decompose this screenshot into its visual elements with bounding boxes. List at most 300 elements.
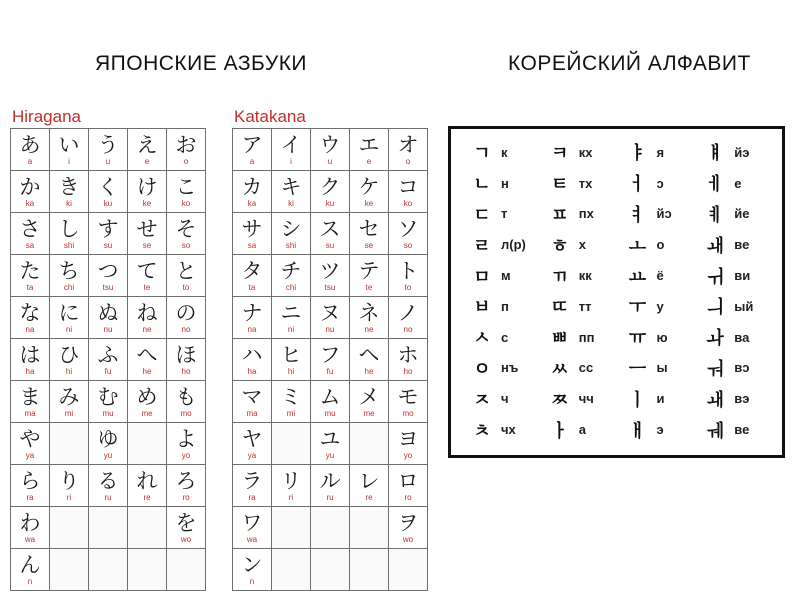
katakana-romaji: ho — [403, 367, 413, 376]
hiragana-glyph: み — [58, 385, 80, 409]
hiragana-row — [11, 507, 206, 549]
katakana-row — [233, 129, 428, 171]
korean-jamo: ㅗ — [628, 235, 647, 257]
katakana-romaji: yu — [325, 451, 335, 460]
katakana-glyph: ト — [397, 259, 419, 283]
katakana-cell — [233, 213, 272, 255]
katakana-row — [233, 171, 428, 213]
hiragana-romaji: mo — [180, 409, 192, 418]
katakana-cell — [272, 255, 311, 297]
katakana-cell — [233, 339, 272, 381]
katakana-romaji: u — [327, 157, 333, 166]
hiragana-glyph: へ — [136, 343, 158, 367]
katakana-cell — [350, 255, 389, 297]
katakana-cell — [233, 297, 272, 339]
hiragana-romaji: ne — [142, 325, 152, 334]
hiragana-glyph: こ — [175, 175, 197, 199]
korean-alphabet-table — [448, 126, 785, 458]
hiragana-glyph: ね — [136, 301, 158, 325]
korean-jamo: ㄸ — [551, 297, 569, 319]
hiragana-romaji: sa — [25, 241, 35, 250]
katakana-romaji: fu — [326, 367, 334, 376]
hiragana-romaji: to — [182, 283, 190, 292]
hiragana-cell — [11, 423, 50, 465]
korean-letter — [465, 229, 543, 260]
korean-jamo: ㅁ — [473, 266, 491, 288]
katakana-romaji: se — [364, 241, 374, 250]
hiragana-romaji: ta — [26, 283, 34, 292]
korean-jamo: ㅟ — [706, 266, 724, 288]
katakana-cell — [389, 423, 428, 465]
korean-jamo: ㄹ — [473, 235, 491, 257]
hiragana-romaji: yo — [181, 451, 191, 460]
korean-letter — [465, 137, 543, 168]
katakana-glyph: イ — [280, 133, 302, 157]
hiragana-romaji: ri — [66, 493, 72, 502]
hiragana-romaji: i — [68, 157, 70, 166]
hiragana-cell — [50, 465, 89, 507]
korean-transliteration: н — [501, 175, 509, 191]
korean-jamo: ㅣ — [628, 389, 647, 411]
hiragana-romaji: mi — [64, 409, 74, 418]
hiragana-cell — [128, 297, 167, 339]
katakana-romaji: ta — [248, 283, 256, 292]
hiragana-glyph: に — [58, 301, 80, 325]
hiragana-cell — [50, 381, 89, 423]
katakana-romaji: re — [365, 493, 373, 502]
hiragana-cell — [167, 129, 206, 171]
korean-transliteration: ве — [734, 422, 750, 438]
katakana-row — [233, 549, 428, 591]
katakana-cell — [350, 465, 389, 507]
hiragana-cell — [50, 171, 89, 213]
korean-letter — [698, 383, 776, 414]
katakana-glyph: テ — [358, 259, 380, 283]
korean-transliteration: ю — [656, 329, 668, 345]
hiragana-romaji: ra — [26, 493, 34, 502]
hiragana-glyph: す — [97, 217, 119, 241]
korean-jamo: ㄴ — [473, 174, 491, 196]
korean-jamo: ㅓ — [628, 174, 647, 196]
korean-transliteration: йɔ — [656, 206, 672, 222]
hiragana-cell — [11, 339, 50, 381]
korean-letter — [543, 260, 621, 291]
katakana-glyph: ネ — [358, 301, 380, 325]
hiragana-label: Hiragana — [12, 107, 81, 126]
katakana-cell — [350, 213, 389, 255]
katakana-romaji: n — [249, 577, 255, 586]
hiragana-romaji: ko — [181, 199, 191, 208]
korean-letter — [621, 414, 699, 445]
hiragana-glyph: ひ — [58, 343, 80, 367]
katakana-romaji: nu — [325, 325, 335, 334]
korean-transliteration: пх — [578, 206, 594, 222]
katakana-cell — [389, 381, 428, 423]
katakana-glyph: ウ — [319, 133, 341, 157]
korean-letter — [698, 291, 776, 322]
hiragana-glyph: き — [58, 175, 80, 199]
korean-jamo: ㅌ — [551, 174, 569, 196]
katakana-glyph: フ — [319, 343, 341, 367]
hiragana-romaji: ma — [24, 409, 36, 418]
katakana-cell — [233, 423, 272, 465]
katakana-glyph: サ — [241, 217, 263, 241]
korean-transliteration: ый — [734, 298, 754, 314]
korean-letter — [621, 137, 699, 168]
katakana-glyph: ワ — [241, 511, 263, 535]
hiragana-cell — [89, 381, 128, 423]
hiragana-cell — [167, 423, 206, 465]
hiragana-glyph: か — [19, 175, 41, 199]
hiragana-cell — [50, 213, 89, 255]
hiragana-glyph: る — [97, 469, 119, 493]
hiragana-romaji: ha — [25, 367, 35, 376]
hiragana-glyph: の — [175, 301, 197, 325]
hiragana-cell — [167, 297, 206, 339]
korean-transliteration: х — [578, 237, 586, 253]
katakana-glyph: ラ — [241, 469, 263, 493]
korean-jamo: ㅘ — [706, 328, 724, 350]
korean-jamo: ㅖ — [706, 204, 724, 226]
hiragana-row — [11, 465, 206, 507]
katakana-glyph: ヒ — [280, 343, 302, 367]
katakana-romaji: e — [366, 157, 372, 166]
hiragana-glyph: む — [97, 385, 119, 409]
hiragana-cell — [11, 213, 50, 255]
katakana-romaji: na — [247, 325, 257, 334]
korean-transliteration: ё — [656, 268, 664, 284]
katakana-cell — [311, 213, 350, 255]
korean-jamo: ㄲ — [551, 266, 569, 288]
katakana-glyph: ン — [241, 553, 263, 577]
korean-letter — [465, 353, 543, 384]
katakana-cell — [311, 297, 350, 339]
katakana-romaji: ya — [247, 451, 257, 460]
korean-letter — [543, 229, 621, 260]
katakana-glyph: ハ — [241, 343, 263, 367]
hiragana-romaji: ni — [65, 325, 73, 334]
katakana-glyph: ユ — [319, 427, 341, 451]
korean-letter — [698, 199, 776, 230]
katakana-glyph: リ — [280, 469, 302, 493]
hiragana-cell — [50, 255, 89, 297]
katakana-cell — [233, 381, 272, 423]
katakana-glyph: キ — [280, 175, 302, 199]
korean-letter — [543, 353, 621, 384]
hiragana-romaji: fu — [104, 367, 112, 376]
katakana-cell — [272, 339, 311, 381]
katakana-romaji: yo — [403, 451, 413, 460]
hiragana-glyph: れ — [136, 469, 158, 493]
hiragana-cell — [128, 213, 167, 255]
korean-letter — [465, 168, 543, 199]
katakana-cell — [389, 339, 428, 381]
hiragana-cell — [89, 171, 128, 213]
katakana-cell — [350, 381, 389, 423]
hiragana-cell — [167, 339, 206, 381]
hiragana-romaji: ke — [142, 199, 152, 208]
katakana-glyph: メ — [358, 385, 380, 409]
katakana-cell — [350, 423, 389, 465]
katakana-row — [233, 213, 428, 255]
hiragana-romaji: n — [27, 577, 33, 586]
korean-letter — [698, 353, 776, 384]
hiragana-romaji: shi — [63, 241, 75, 250]
hiragana-glyph: ほ — [175, 343, 197, 367]
hiragana-row — [11, 339, 206, 381]
hiragana-row — [11, 297, 206, 339]
hiragana-glyph: い — [58, 133, 80, 157]
korean-transliteration: ы — [656, 360, 668, 376]
hiragana-romaji: su — [103, 241, 113, 250]
katakana-glyph: チ — [280, 259, 302, 283]
katakana-table — [232, 128, 428, 591]
katakana-romaji: so — [403, 241, 413, 250]
katakana-cell — [233, 549, 272, 591]
hiragana-glyph: し — [58, 217, 80, 241]
hiragana-glyph: う — [97, 133, 119, 157]
korean-jamo: ㅜ — [628, 297, 647, 319]
hiragana-romaji: te — [143, 283, 151, 292]
hiragana-cell — [128, 171, 167, 213]
hiragana-glyph: ん — [19, 553, 41, 577]
korean-jamo: ㅂ — [473, 297, 491, 319]
hiragana-glyph: め — [136, 385, 158, 409]
katakana-romaji: tsu — [324, 283, 336, 292]
hiragana-romaji: so — [181, 241, 191, 250]
katakana-glyph: ヘ — [358, 343, 380, 367]
hiragana-glyph: り — [58, 469, 80, 493]
korean-letter — [621, 353, 699, 384]
katakana-cell — [389, 255, 428, 297]
katakana-cell — [350, 171, 389, 213]
katakana-cell — [350, 297, 389, 339]
hiragana-table — [10, 128, 206, 591]
katakana-cell — [233, 255, 272, 297]
korean-jamo: ㅉ — [551, 389, 569, 411]
hiragana-row — [11, 255, 206, 297]
katakana-row — [233, 423, 428, 465]
hiragana-cell — [89, 297, 128, 339]
hiragana-glyph: さ — [19, 217, 41, 241]
katakana-romaji: ke — [364, 199, 374, 208]
korean-transliteration: вэ — [734, 391, 750, 407]
katakana-glyph: レ — [358, 469, 380, 493]
katakana-glyph: マ — [241, 385, 263, 409]
hiragana-row — [11, 129, 206, 171]
hiragana-cell — [11, 381, 50, 423]
katakana-glyph: ム — [319, 385, 341, 409]
katakana-romaji: hi — [287, 367, 295, 376]
korean-transliteration: нъ — [501, 360, 519, 376]
hiragana-cell — [128, 423, 167, 465]
katakana-cell — [272, 381, 311, 423]
hiragana-romaji: wa — [24, 535, 36, 544]
hiragana-cell — [128, 549, 167, 591]
katakana-cell — [272, 129, 311, 171]
katakana-glyph: ニ — [280, 301, 302, 325]
katakana-cell — [272, 297, 311, 339]
korean-transliteration: ви — [734, 268, 751, 284]
hiragana-row — [11, 213, 206, 255]
katakana-cell — [389, 213, 428, 255]
katakana-glyph: カ — [241, 175, 263, 199]
korean-jamo: ㅠ — [628, 328, 647, 350]
hiragana-cell — [50, 129, 89, 171]
korean-letter — [621, 383, 699, 414]
korean-transliteration: тт — [578, 298, 592, 314]
hiragana-glyph: を — [175, 511, 197, 535]
korean-letter — [465, 414, 543, 445]
katakana-romaji: ni — [287, 325, 295, 334]
katakana-romaji: mi — [286, 409, 296, 418]
hiragana-romaji: ku — [103, 199, 113, 208]
korean-jamo: ㅙ — [706, 235, 724, 257]
katakana-row — [233, 507, 428, 549]
hiragana-glyph: お — [175, 133, 197, 157]
korean-transliteration: пп — [578, 329, 595, 345]
korean-transliteration: и — [656, 391, 665, 407]
korean-letter — [543, 291, 621, 322]
korean-letter — [543, 137, 621, 168]
korean-transliteration: кк — [578, 268, 592, 284]
hiragana-cell — [11, 507, 50, 549]
katakana-romaji: no — [403, 325, 413, 334]
katakana-romaji: sa — [247, 241, 257, 250]
hiragana-glyph: け — [136, 175, 158, 199]
hiragana-cell — [89, 549, 128, 591]
hiragana-row — [11, 171, 206, 213]
korean-jamo: ㅎ — [551, 235, 569, 257]
korean-transliteration: йэ — [734, 144, 750, 160]
katakana-romaji: chi — [285, 283, 297, 292]
katakana-cell — [350, 507, 389, 549]
korean-jamo: ㅍ — [551, 204, 569, 226]
katakana-cell — [389, 297, 428, 339]
korean-letter — [465, 322, 543, 353]
korean-transliteration: кх — [578, 144, 593, 160]
korean-transliteration: м — [501, 268, 511, 284]
korean-letter — [621, 168, 699, 199]
hiragana-romaji: a — [27, 157, 33, 166]
katakana-cell — [272, 465, 311, 507]
hiragana-cell — [128, 129, 167, 171]
hiragana-romaji: ho — [181, 367, 191, 376]
korean-jamo: ㅙ — [706, 389, 724, 411]
katakana-glyph: ホ — [397, 343, 419, 367]
hiragana-cell — [50, 507, 89, 549]
katakana-glyph: モ — [397, 385, 419, 409]
katakana-glyph: ノ — [397, 301, 419, 325]
hiragana-cell — [89, 213, 128, 255]
hiragana-romaji: na — [25, 325, 35, 334]
katakana-romaji: ro — [404, 493, 412, 502]
katakana-glyph: ヌ — [319, 301, 341, 325]
katakana-cell — [389, 129, 428, 171]
hiragana-glyph: は — [19, 343, 41, 367]
hiragana-glyph: あ — [19, 133, 41, 157]
korean-letter — [698, 260, 776, 291]
korean-letter — [465, 383, 543, 414]
korean-jamo: ㅈ — [473, 389, 491, 411]
katakana-romaji: shi — [285, 241, 297, 250]
hiragana-cell — [11, 171, 50, 213]
hiragana-cell — [89, 255, 128, 297]
hiragana-glyph: ち — [58, 259, 80, 283]
katakana-row — [233, 255, 428, 297]
katakana-romaji: su — [325, 241, 335, 250]
hiragana-row — [11, 549, 206, 591]
korean-jamo: ㅑ — [628, 143, 647, 165]
korean-letter — [543, 199, 621, 230]
hiragana-cell — [89, 129, 128, 171]
hiragana-romaji: o — [183, 157, 189, 166]
hiragana-cell — [167, 255, 206, 297]
katakana-romaji: ra — [248, 493, 256, 502]
hiragana-cell — [11, 465, 50, 507]
korean-transliteration: ч — [501, 391, 509, 407]
korean-jamo: ㅃ — [551, 328, 569, 350]
katakana-cell — [272, 423, 311, 465]
korean-jamo: ㅒ — [706, 143, 724, 165]
korean-transliteration: у — [656, 298, 664, 314]
hiragana-glyph: な — [19, 301, 41, 325]
katakana-glyph: ヨ — [397, 427, 419, 451]
korean-letter — [621, 260, 699, 291]
katakana-glyph: エ — [358, 133, 380, 157]
hiragana-cell — [128, 255, 167, 297]
katakana-glyph: ス — [319, 217, 341, 241]
katakana-cell — [233, 129, 272, 171]
korean-jamo: ㅔ — [706, 174, 724, 196]
katakana-glyph: ミ — [280, 385, 302, 409]
hiragana-row — [11, 381, 206, 423]
hiragana-cell — [89, 339, 128, 381]
katakana-romaji: ku — [325, 199, 335, 208]
korean-letter — [698, 229, 776, 260]
katakana-romaji: wa — [246, 535, 258, 544]
katakana-cell — [389, 171, 428, 213]
korean-transliteration: т — [501, 206, 508, 222]
katakana-glyph: ル — [319, 469, 341, 493]
katakana-romaji: ha — [247, 367, 257, 376]
hiragana-romaji: mu — [102, 409, 114, 418]
katakana-romaji: o — [405, 157, 411, 166]
katakana-cell — [233, 507, 272, 549]
korean-letter — [698, 414, 776, 445]
hiragana-glyph: ゆ — [97, 427, 119, 451]
korean-jamo: ㅢ — [706, 297, 724, 319]
hiragana-glyph: と — [175, 259, 197, 283]
katakana-romaji: i — [290, 157, 292, 166]
katakana-glyph: ロ — [397, 469, 419, 493]
katakana-glyph: シ — [280, 217, 302, 241]
hiragana-glyph: ら — [19, 469, 41, 493]
katakana-cell — [350, 549, 389, 591]
hiragana-cell — [11, 129, 50, 171]
katakana-cell — [311, 549, 350, 591]
katakana-row — [233, 339, 428, 381]
hiragana-cell — [128, 507, 167, 549]
korean-transliteration: о — [656, 237, 665, 253]
korean-jamo: ㅏ — [551, 420, 569, 442]
hiragana-romaji: no — [181, 325, 191, 334]
korean-letter — [621, 322, 699, 353]
katakana-row — [233, 297, 428, 339]
korean-transliteration: чх — [501, 422, 516, 438]
korean-transliteration: сс — [578, 360, 594, 376]
hiragana-glyph: ふ — [97, 343, 119, 367]
